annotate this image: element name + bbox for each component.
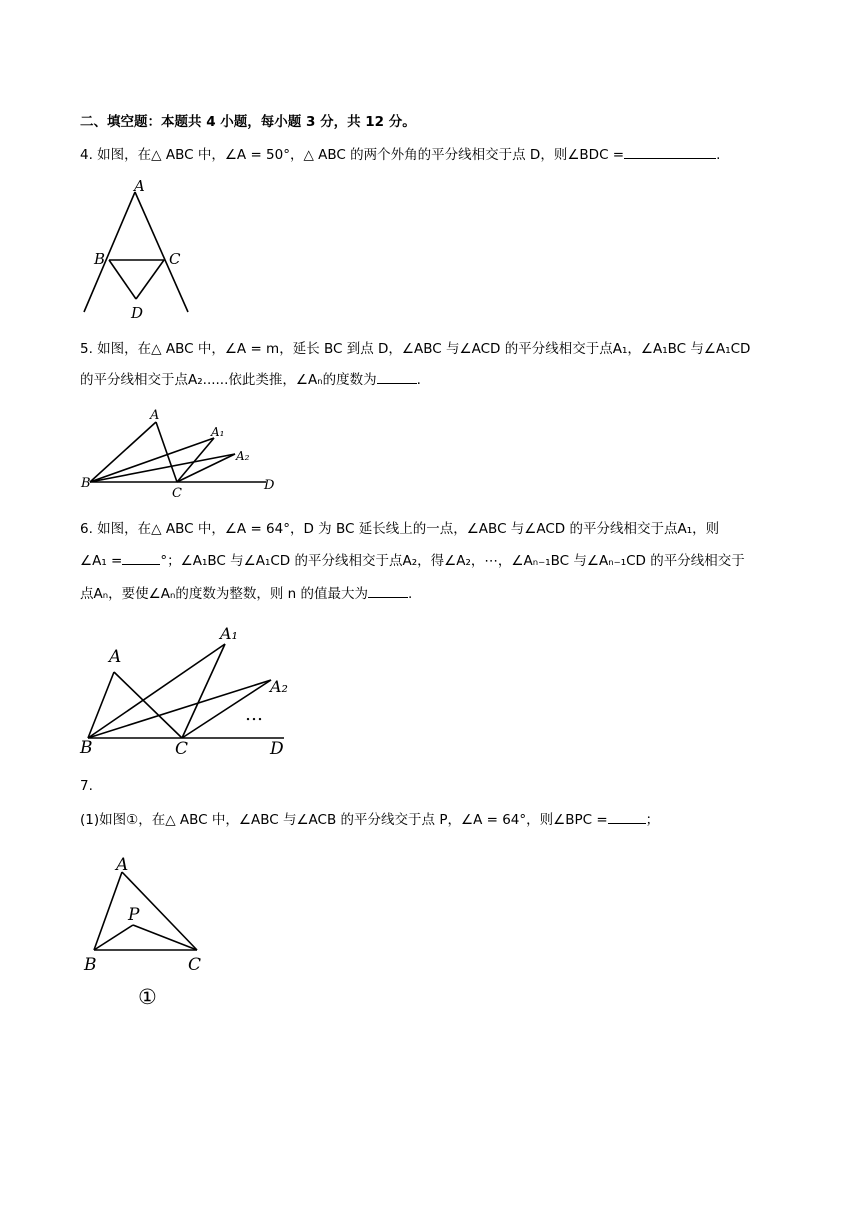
label-b: B — [80, 738, 93, 758]
segment-ac — [114, 672, 182, 738]
segment-ab — [90, 422, 156, 482]
question-5-line-1: 5. 如图，在△ ABC 中，∠A = m，延长 BC 到点 D，∠ABC 与∠ACD 的平分线相交于点A₁，∠A₁BC 与∠A₁CD — [80, 341, 751, 357]
question-5-end: . — [416, 372, 421, 388]
label-a2: A₂ — [270, 677, 288, 696]
question-7-part-1 — [80, 810, 659, 829]
segment-b-a2 — [88, 680, 271, 738]
label-c: C — [175, 739, 189, 759]
label-b: B — [81, 476, 91, 491]
segment-cd — [136, 260, 164, 299]
figure-q7-1 — [78, 846, 218, 1014]
segment-ab — [94, 872, 122, 950]
question-5-stem: 的平分线相交于点A₂......依此类推，∠Aₙ的度数为 — [80, 372, 377, 388]
label-d: D — [131, 304, 144, 321]
answer-blank-q7-1[interactable] — [608, 810, 646, 824]
segment-b-a2 — [90, 454, 235, 482]
question-7-part-1-end: ； — [645, 812, 660, 828]
segment-bp — [94, 925, 133, 950]
question-6-line-3 — [80, 584, 412, 603]
label-a: A — [109, 647, 122, 667]
question-4-text — [80, 145, 720, 164]
answer-blank-q5[interactable] — [377, 370, 417, 384]
question-6-continuation: °；∠A₁BC 与∠A₁CD 的平分线相交于点A₂，得∠A₂，⋯，∠Aₙ₋₁BC 与∠Aₙ₋₁CD 的平分线相交于 — [160, 553, 745, 569]
line-a-b-extended — [84, 192, 135, 312]
segment-ab — [88, 672, 114, 738]
label-d: D — [270, 739, 284, 759]
label-c: C — [188, 955, 202, 975]
question-7-number: 7. — [80, 778, 93, 794]
label-a: A — [150, 408, 160, 423]
question-6-line-1: 6. 如图，在△ ABC 中，∠A = 64°，D 为 BC 延长线上的一点，∠ABC 与∠ACD 的平分线相交于点A₁，则 — [80, 521, 720, 537]
answer-blank-q6-a1[interactable] — [122, 551, 160, 565]
label-b: B — [84, 955, 97, 975]
ellipsis: … — [245, 704, 263, 725]
figure-q6 — [78, 620, 298, 760]
question-6-angle-a1: ∠A₁ = — [80, 553, 123, 569]
label-p: P — [128, 905, 140, 925]
figure-q4 — [78, 176, 208, 321]
section-header: 二、填空题：本题共 4 小题，每小题 3 分，共 12 分。 — [80, 114, 416, 130]
label-c: C — [172, 486, 182, 500]
segment-cp — [133, 925, 197, 950]
question-4-end: . — [716, 147, 721, 163]
label-d: D — [264, 478, 275, 493]
question-5-line-2 — [80, 370, 421, 389]
segment-c-a2 — [177, 454, 235, 482]
answer-blank-q6-n[interactable] — [368, 584, 408, 598]
figure-q5 — [78, 404, 288, 500]
segment-bd — [109, 260, 136, 299]
label-a2: A₂ — [236, 449, 250, 463]
figure-caption: ① — [138, 985, 157, 1009]
question-6-end: . — [407, 586, 413, 602]
question-6-final-ask: 点Aₙ，要使∠Aₙ的度数为整数，则 n 的值最大为 — [80, 586, 368, 602]
answer-blank-q4[interactable] — [624, 145, 716, 159]
label-c: C — [169, 250, 181, 268]
label-a: A — [134, 177, 145, 195]
label-a1: A₁ — [220, 624, 238, 643]
label-b: B — [94, 250, 106, 268]
label-a1: A₁ — [211, 425, 225, 439]
question-7-part-1-stem: (1)如图①，在△ ABC 中，∠ABC 与∠ACB 的平分线交于点 P，∠A = 64°，则∠BPC = — [80, 812, 608, 828]
label-a: A — [116, 855, 129, 875]
question-4-stem: 4. 如图，在△ ABC 中，∠A = 50°，△ ABC 的两个外角的平分线相交于点 D，则∠BDC = — [80, 147, 625, 163]
question-6-line-2 — [80, 551, 745, 570]
